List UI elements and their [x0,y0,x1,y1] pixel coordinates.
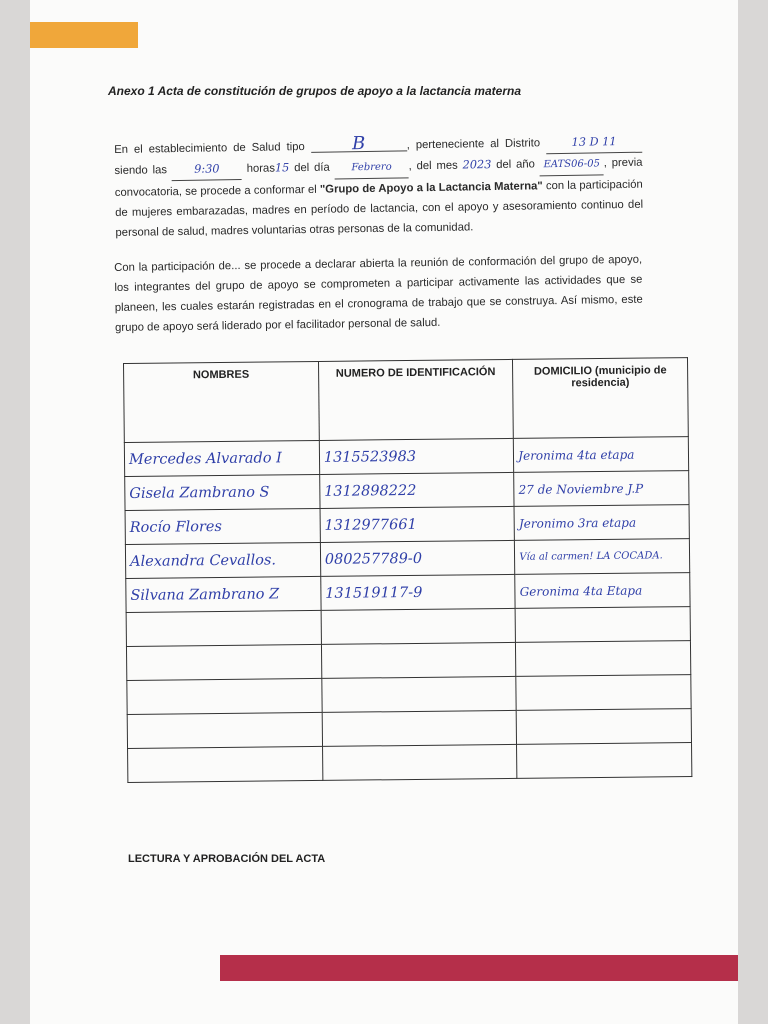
cell-identificacion: 080257789-0 [320,540,515,576]
dia-field: 15 [274,161,290,175]
cell-identificacion: 131519117-9 [321,574,516,610]
table-row [128,743,692,783]
cell-nombre: Gisela Zambrano S [125,474,320,510]
document-page [30,0,738,1024]
cell-nombre: Mercedes Alvarado I [124,440,319,476]
cell-identificacion: 1312977661 [320,506,515,542]
cell-identificacion: 1315523983 [319,438,514,474]
orange-tab-decoration [30,22,138,48]
codigo-field: EATS06-05 [540,154,604,176]
cell-nombre: Silvana Zambrano Z [126,576,321,612]
header-identificacion: NUMERO DE IDENTIFICACIÓN [318,359,513,440]
cell-domicilio: Vía al carmen! LA COCADA. [515,539,690,575]
header-nombres: NOMBRES [124,361,320,442]
cell-nombre: Rocío Flores [125,508,320,544]
paragraph-intro: En el establecimiento de Salud tipo B , perteneciente al Distrito 13 D 11 siendo las 9:30 horas15 del día Febrero , del mes 2023 del año EATS06-05 , previa convocatoria, se procede a conformar el "Grupo de Apoyo a la Lactancia Materna" con la participación de mujeres embarazadas, madres en período de lactancia, con el apoyo y asesoramiento continuo del personal de salud, madres voluntarias otras personas de la comunidad. [114,133,644,239]
cell-domicilio: Jeronimo 3ra etapa [514,505,689,541]
cell-nombre: Alexandra Cevallos. [125,542,320,578]
group-name: "Grupo de Apoyo a la Lactancia Materna" [319,180,543,196]
footer-heading: LECTURA Y APROBACIÓN DEL ACTA [128,853,326,865]
paragraph-participation: Con la participación de... se procede a declarar abierta la reunión de conformación del grupo de apoyo, los integrantes del grupo de apoyo se comprometen a participar activamente las actividades que se planeen, les cuales estarán registradas en el cronograma de trabajo que se construya. Así mismo, este grupo de apoyo será liderado por el facilitador personal de salud. [114,253,643,334]
anio-field: 2023 [462,158,492,172]
cell-domicilio: Jeronima 4ta etapa [514,437,689,473]
cell-identificacion: 1312898222 [319,472,514,508]
distrito-field: 13 D 11 [546,132,642,155]
dia-nombre-field: Febrero [334,157,408,179]
cell-domicilio: Geronima 4ta Etapa [515,573,690,609]
red-band-decoration [220,955,738,981]
tipo-field: B [311,136,407,153]
members-table [123,357,692,783]
header-domicilio: DOMICILIO (municipio de residencia) [513,358,689,439]
hora-field: 9:30 [172,159,242,181]
cell-domicilio: 27 de Noviembre J.P [514,471,689,507]
document-title: Anexo 1 Acta de constitución de grupos de apoyo a la lactancia materna [108,84,521,98]
